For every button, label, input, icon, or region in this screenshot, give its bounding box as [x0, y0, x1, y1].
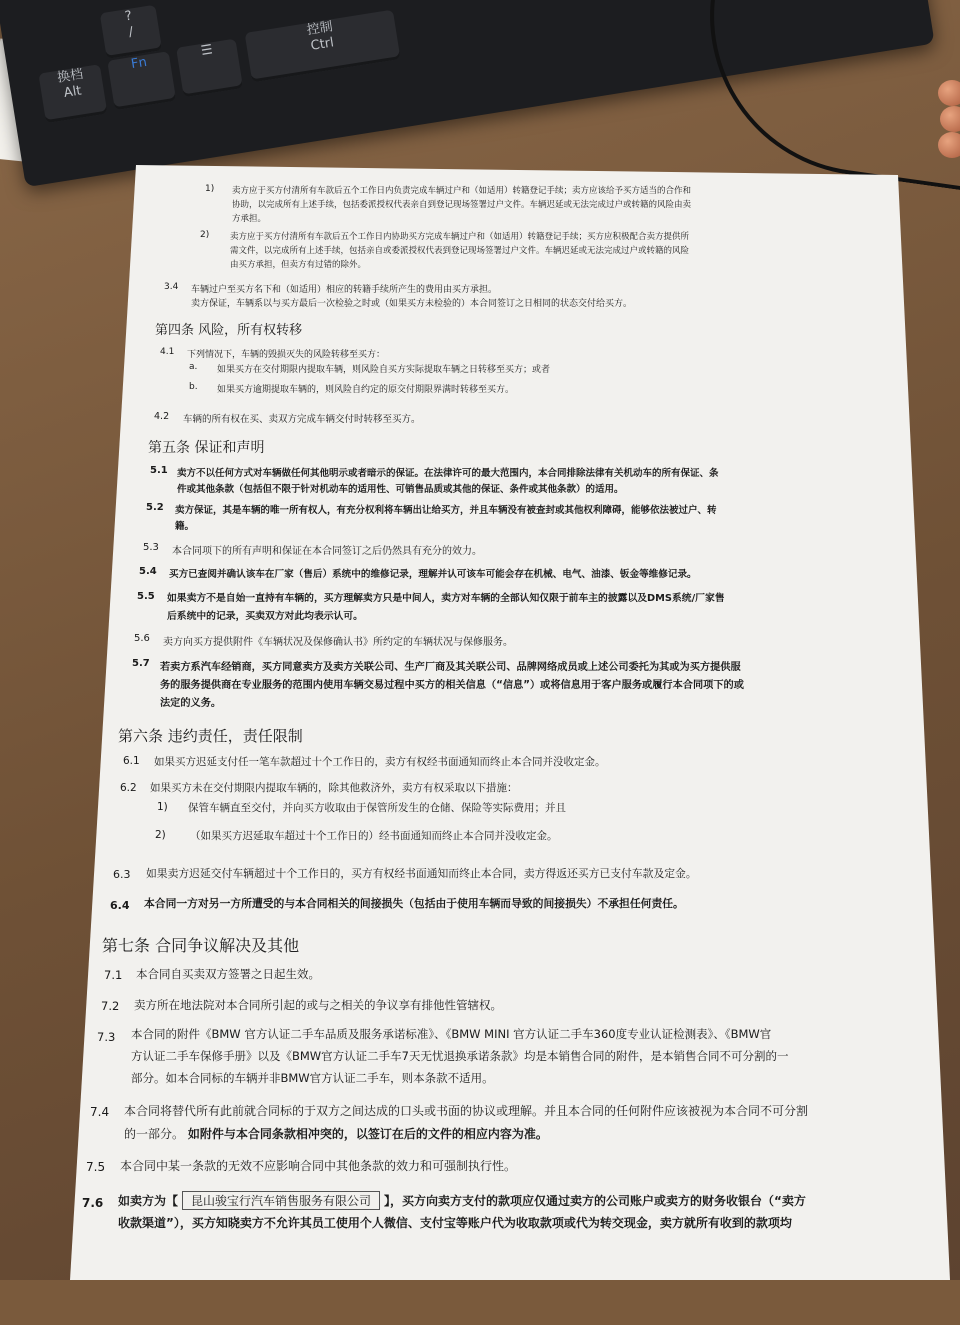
section-title: 第四条 风险，所有权转移: [155, 323, 303, 338]
section-title: 第五条 保证和声明: [148, 440, 265, 456]
clause-num: 2): [155, 829, 166, 841]
clause-num: 7.6: [82, 1196, 104, 1210]
clause-text: 本合同的附件《BMW 官方认证二手车品质及服务承诺标准》、《BMW MINI 官方认证二手车360度专业认证检测表》、《BMW官: [131, 1027, 772, 1041]
clause-text: [124, 1125, 548, 1142]
clause-text: 下列情况下，车辆的毁损灭失的风险转移至买方：: [187, 350, 386, 360]
clause-text: 保管车辆直至交付，并向买方收取由于保管所发生的仓储、保险等实际费用；并且: [188, 802, 566, 814]
clause-text: 务的服务提供商在专业服务的范围内使用车辆交易过程中买方的相关信息（“信息”）或将信息用于客户服务或履行本合同项下的或: [160, 680, 744, 691]
key-question[interactable]: ? /: [100, 5, 163, 59]
clause-text: 方承担。: [232, 214, 267, 224]
clause-num: 2): [200, 230, 210, 240]
key-alt[interactable]: 换档 Alt: [38, 64, 107, 123]
clause-text: 车辆的所有权在买、卖双方完成车辆交付时转移至买方。: [183, 414, 421, 425]
clause-num: 5.4: [139, 566, 157, 577]
clause-num: 5.6: [134, 633, 150, 644]
clause-num: 5.2: [146, 502, 164, 513]
clause-num: 1): [157, 801, 168, 813]
clause-text: 若卖方系汽车经销商，买方同意卖方及卖方关联公司、生产厂商及其关联公司、品牌网络成员或上述公司委托为其或为买方提供服: [160, 662, 741, 673]
clause-text: 卖方保证，其是车辆的唯一所有权人，有充分权利将车辆出让给买方，并且车辆没有被查封或其他权利障碍，能够依法被过户、转: [175, 505, 717, 516]
clause-text: 如果卖方迟延交付车辆超过十个工作日的，买方有权经书面通知而终止本合同，卖方得返还买方已支付车款及定金。: [146, 867, 697, 880]
clause-text: 卖方应于买方付清所有车款后五个工作日内协助买方完成车辆过户和（如适用）转籍登记手续；买方应积极配合卖方提供所: [230, 232, 690, 242]
clause-num: 7.2: [101, 999, 120, 1013]
clause-text: 买方已查阅并确认该车在厂家（售后）系统中的维修记录，理解并认可该车可能会存在机械、电气、油漆、钣金等维修记录。: [169, 569, 697, 580]
clause-text: 协助，以完成所有上述手续，包括委派授权代表亲自到登记现场签署过户文件。车辆迟延或无法完成过户或转籍的风险由卖: [232, 200, 692, 210]
clause-text: 部分。如本合同标的车辆并非BMW官方认证二手车，则本条款不适用。: [131, 1071, 494, 1085]
key-menu[interactable]: ☰: [176, 39, 243, 98]
clause-text: 由买方承担，但卖方有过错的除外。: [230, 260, 367, 270]
clause-text: 本合同项下的所有声明和保证在本合同签订之后仍然具有充分的效力。: [172, 546, 482, 557]
clause-text: 如果卖方不是自始一直持有车辆的，买方理解卖方只是中间人，卖方对车辆的全部认知仅限于前车主的披露以及DMS系统/厂家售: [167, 593, 725, 604]
clause-text: 件或其他条款（包括但不限于针对机动车的适用性、可销售品质或其他的保证、条件或其他条款）的适用。: [177, 484, 624, 495]
clause-num: 5.1: [150, 465, 168, 476]
clause-num: 5.3: [143, 542, 159, 553]
clause-num: 6.3: [113, 868, 131, 881]
clause-text: 如果买方未在交付期限内提取车辆的，除其他救济外，卖方有权采取以下措施：: [150, 782, 518, 794]
clause-text: 本合同自买卖双方签署之日起生效。: [136, 967, 320, 981]
clause-text: 如果买方在交付期限内提取车辆，则风险自买方实际提取车辆之日转移至买方；或者: [217, 365, 551, 375]
clause-text: 如果买方逾期提取车辆的，则风险自约定的原交付期限界满时转移至买方。: [217, 385, 515, 395]
clause-num: 4.1: [160, 347, 175, 357]
clause-text: 如果买方迟延支付任一笔车款超过十个工作日的，卖方有权经书面通知而终止本合同并没收定金。: [154, 756, 606, 768]
clause-num: 1): [205, 184, 215, 194]
clause-text: 卖方应于买方付清所有车款后五个工作日内负责完成车辆过户和（如适用）转籍登记手续；卖方应该给予买方适当的合作和: [232, 186, 692, 196]
clause-text-bold: 如附件与本合同条款相冲突的，以签订在后的文件的相应内容为准。: [187, 1127, 548, 1141]
clause-text: 卖方不以任何方式对车辆做任何其他明示或者暗示的保证。在法律许可的最大范围内，本合同排除法律有关机动车的所有保证、条: [177, 468, 719, 479]
key-ctrl[interactable]: 控制 Ctrl: [245, 10, 401, 83]
clause-text-part: 如卖方为【: [118, 1194, 179, 1208]
section-title: 第六条 违约责任，责任限制: [118, 727, 303, 745]
clause-text: [118, 1191, 806, 1210]
clause-text: （如果买方迟延取车超过十个工作日的）经书面通知而终止本合同并没收定金。: [190, 830, 558, 842]
clause-num: 4.2: [154, 411, 170, 422]
clause-text: 卖方所在地法院对本合同所引起的或与之相关的争议享有排他性管辖权。: [134, 998, 502, 1012]
clause-text: 本合同中某一条款的无效不应影响合同中其他条款的效力和可强制执行性。: [120, 1159, 517, 1173]
clause-text: 后系统中的记录，买卖双方对此均表示认可。: [167, 611, 363, 622]
clause-num: 5.5: [137, 591, 155, 602]
company-name-field: 昆山骏宝行汽车销售服务有限公司: [182, 1191, 380, 1210]
clause-text: 卖方向买方提供附件《车辆状况及保修确认书》所约定的车辆状况与保修服务。: [163, 637, 513, 648]
clause-text: 车辆过户至买方名下和（如适用）相应的转籍手续所产生的费用由买方承担。: [191, 285, 498, 295]
clause-text: 方认证二手车保修手册》以及《BMW官方认证二手车7天无忧退换承诺条款》均是本销售合同的附件，是本销售合同不可分割的一: [131, 1049, 789, 1063]
clause-num: b.: [189, 382, 198, 392]
clause-text: 本合同将替代所有此前就合同标的于双方之间达成的口头或书面的协议或理解。并且本合同的任何附件应该被视为本合同不可分割: [124, 1104, 809, 1118]
clause-text: 需文件，以完成所有上述手续，包括亲自或委派授权代表到登记现场签署过户文件。车辆迟延或无法完成过户或转籍的风险: [230, 246, 690, 256]
clause-num: 7.1: [104, 968, 123, 982]
clause-num: 6.1: [123, 755, 140, 767]
clause-text: 籍。: [175, 521, 195, 532]
clause-num: 7.3: [97, 1030, 116, 1044]
clause-text: 本合同一方对另一方所遭受的与本合同相关的间接损失（包括由于使用车辆而导致的间接损失）不承担任何责任。: [144, 897, 684, 910]
clause-num: a.: [189, 362, 198, 372]
clause-num: 7.4: [90, 1105, 110, 1119]
clause-text: 法定的义务。: [160, 698, 222, 709]
clause-text-part: 】，买方向卖方支付的款项应仅通过卖方的公司账户或卖方的财务收银台（“卖方: [384, 1194, 806, 1208]
clause-num: 6.2: [120, 782, 137, 794]
section-title: 第七条 合同争议解决及其他: [102, 936, 300, 955]
clause-num: 6.4: [110, 899, 130, 912]
clause-num: 7.5: [86, 1160, 106, 1174]
clause-num: 5.7: [132, 658, 150, 669]
key-fn[interactable]: Fn: [107, 51, 176, 110]
clause-text-part: 的一部分。: [124, 1127, 185, 1141]
clause-text: 收款渠道”），买方知晓卖方不允许其员工使用个人微信、支付宝等账户代为收取款项或代为转交现金，卖方就所有收到的款项均: [118, 1216, 792, 1230]
clause-text: 卖方保证，车辆系以与买方最后一次检验之时或（如果买方未检验的）本合同签订之日相同的状态交付给买方。: [191, 299, 633, 309]
clause-num: 3.4: [164, 282, 179, 292]
